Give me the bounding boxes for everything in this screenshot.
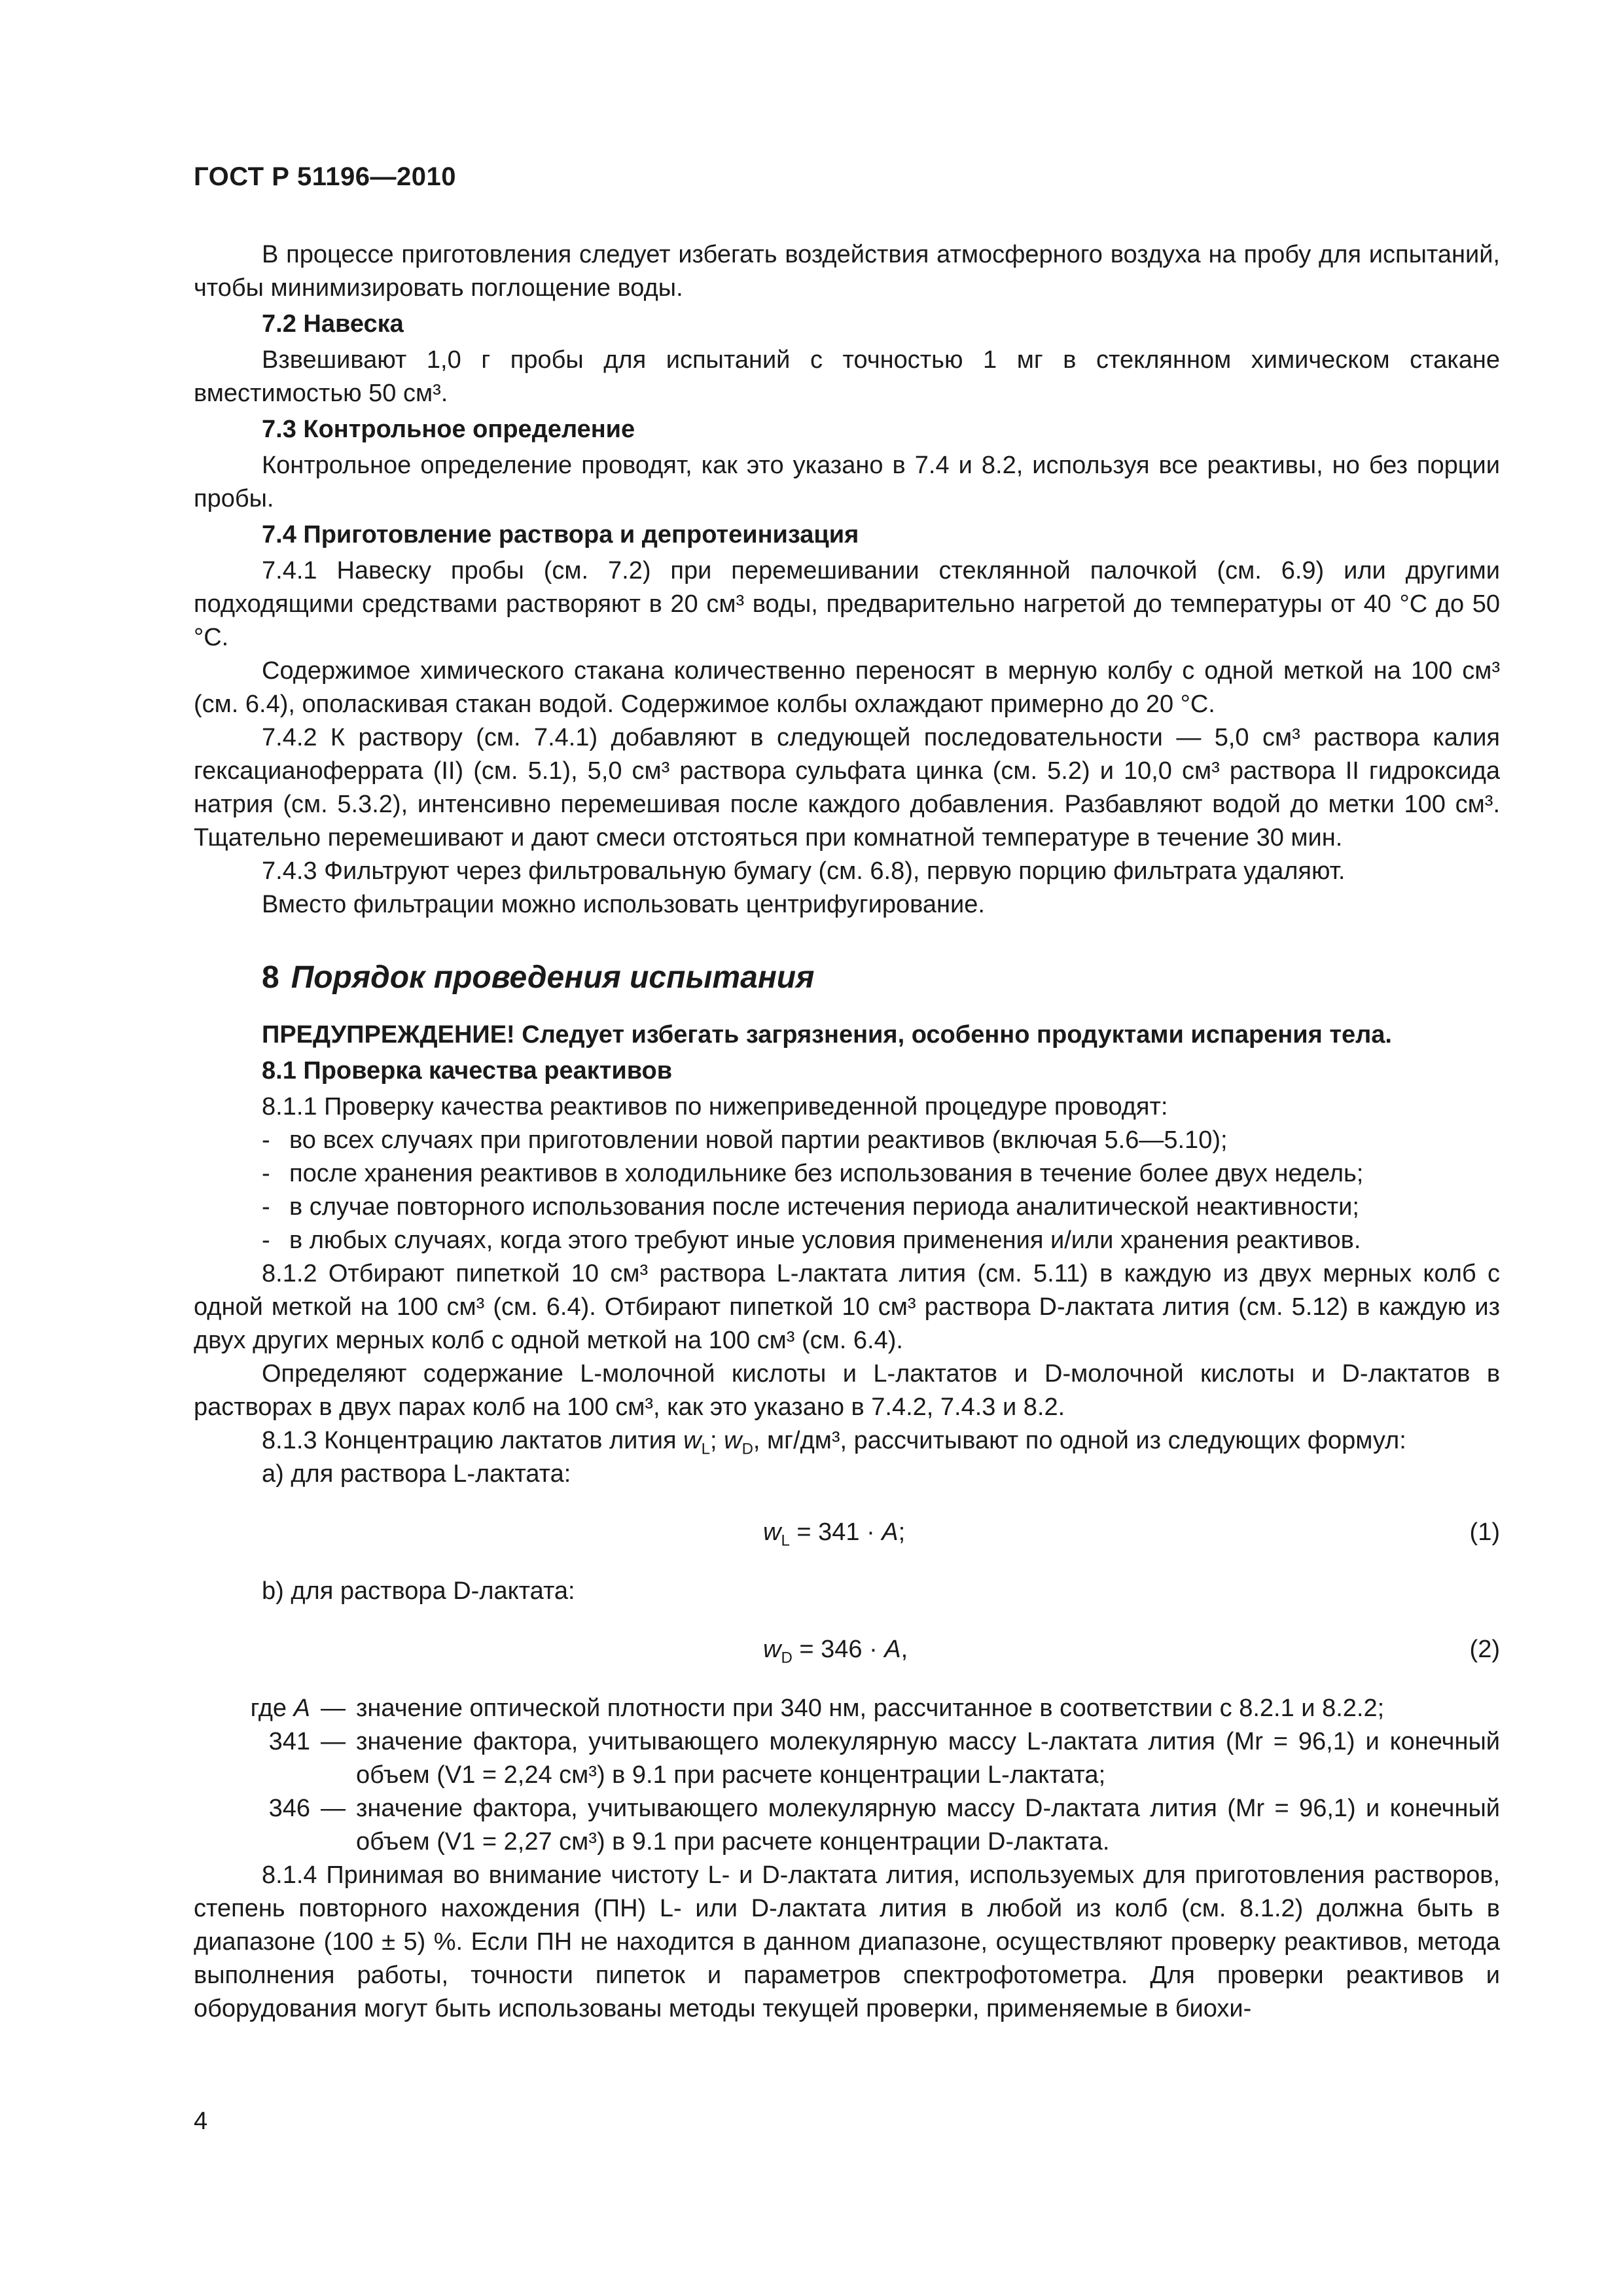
where-symbol-a: A (293, 1695, 310, 1722)
paragraph-7-3: Контрольное определение проводят, как это указано в 7.4 и 8.2, используя все реактивы, но без порции пробы. (194, 452, 1500, 512)
list-dash: - (262, 1160, 270, 1187)
symbol-w: w (683, 1427, 702, 1454)
where-dash: — (321, 1728, 346, 1755)
formula-var: w (763, 1518, 781, 1546)
item-b: b) для раствора D-лактата: (262, 1577, 575, 1605)
page-number: 4 (194, 2108, 208, 2135)
list-item-text: после хранения реактивов в холодильнике без использования в течение более двух недель; (289, 1160, 1364, 1187)
where-definition-a (194, 1692, 1500, 1725)
where-prefix: где (250, 1695, 294, 1722)
paragraph-7-4-1: 7.4.1 Навеску пробы (см. 7.2) при перемешивании стеклянной палочкой (см. 6.9) или другими подходящими средствами растворяют в 20 см³ воды, предварительно нагретой до температуры от 40 °С до 50 °С. (194, 557, 1500, 651)
where-definition-text: значение фактора, учитывающего молекулярную массу L-лактата лития (Mr = 96,1) и конечный объем (V1 = 2,24 см³) в 9.1 при расчете концентрации L-лактата; (356, 1728, 1500, 1789)
where-definition-text: значение оптической плотности при 340 нм, рассчитанное в соответствии с 8.2.1 и 8.2.2; (356, 1695, 1385, 1722)
formula-rhs: = 346 · (792, 1636, 885, 1663)
formula-end: ; (898, 1518, 906, 1546)
paragraph-7-4-2: 7.4.2 К раствору (см. 7.4.1) добавляют в следующей последовательности — 5,0 см³ раствора калия гексацианоферрата (II) (см. 5.1), 5,0 см³ раствора сульфата цинка (см. 5.2) и 10,0 см³ раствора II гидроксида натрия (см. 5.3.2), интенсивно перемешивая после каждого добавления. Разбавляют водой до метки 100 см³. Тщательно перемешивают и дают смеси отстояться при комнатной температуре в течение 30 мин. (194, 724, 1500, 852)
formula-arg: A (884, 1636, 901, 1663)
section-8-number: 8 (262, 960, 279, 995)
paragraph-7-4-3b: Вместо фильтрации можно использовать центрифугирование. (262, 891, 985, 918)
heading-8-1: 8.1 Проверка качества реактивов (262, 1057, 673, 1085)
list-item (194, 1157, 1500, 1191)
paragraph-8-1-1: 8.1.1 Проверку качества реактивов по нижеприведенной процедуре проводят: (262, 1093, 1168, 1121)
symbol-w: w (724, 1427, 742, 1454)
list-dash: - (262, 1193, 270, 1221)
list-item (194, 1191, 1500, 1224)
list-item (194, 1124, 1500, 1157)
paragraph-7-4-1b: Содержимое химического стакана количественно переносят в мерную колбу с одной меткой на 100 см³ (см. 6.4), ополаскивая стакан водой. Содержимое колбы охлаждают примерно до 20 °С. (194, 657, 1500, 718)
text-run: ; (709, 1427, 724, 1454)
where-symbol: 346 (268, 1795, 310, 1822)
heading-7-4: 7.4 Приготовление раствора и депротеинизация (262, 521, 859, 548)
paragraph-7-4-3: 7.4.3 Фильтруют через фильтровальную бумагу (см. 6.8), первую порцию фильтрата удаляют. (262, 857, 1346, 885)
paragraph-8-1-4: 8.1.4 Принимая во внимание чистоту L- и D-лактата лития, используемых для приготовления растворов, степень повторного нахождения (ПН) L- или D-лактата лития в любой из колб (см. 8.1.2) должна быть в диапазоне (100 ± 5) %. Если ПН не находится в данном диапазоне, осуществляют проверку реактивов, метода выполнения работы, точности пипеток и параметров спектрофотометра. Для проверки реактивов и оборудования могут быть использованы методы текущей проверки, применяемые в биохи- (194, 1861, 1500, 2022)
formula-var: w (763, 1636, 781, 1663)
warning-text: ПРЕДУПРЕЖДЕНИЕ! Следует избегать загрязнения, особенно продуктами испарения тела. (262, 1021, 1392, 1049)
where-definition-text: значение фактора, учитывающего молекулярную массу D-лактата лития (Mr = 96,1) и конечный объем (V1 = 2,27 см³) в 9.1 при расчете концентрации D-лактата. (356, 1795, 1500, 1856)
document-body (194, 238, 1500, 2026)
formula-1 (194, 1511, 1500, 1555)
where-symbol (194, 1692, 310, 1725)
heading-7-3: 7.3 Контрольное определение (262, 416, 635, 443)
text-run: , мг/дм³, рассчитывают по одной из следующих формул: (753, 1427, 1406, 1454)
list-item-text: в случае повторного использования после истечения периода аналитической неактивности; (289, 1193, 1359, 1221)
section-8-title: Порядок проведения испытания (291, 960, 815, 995)
list-item-text: во всех случаях при приготовлении новой партии реактивов (включая 5.6—5.10); (289, 1126, 1228, 1154)
formula-2 (194, 1628, 1500, 1672)
subscript-l: L (701, 1440, 710, 1458)
formula-arg: A (882, 1518, 899, 1546)
where-symbol: 341 (268, 1728, 310, 1755)
text-run: 8.1.3 Концентрацию лактатов лития (262, 1427, 684, 1454)
paragraph-8-1-2b: Определяют содержание L-молочной кислоты и L-лактатов и D-молочной кислоты и D-лактатов в растворах в двух парах колб на 100 см³, как это указано в 7.4.2, 7.4.3 и 8.2. (194, 1360, 1501, 1421)
formula-end: , (901, 1636, 908, 1663)
formula-sub: D (781, 1649, 793, 1667)
where-dash: — (321, 1695, 346, 1722)
list-dash: - (262, 1126, 270, 1154)
formula-rhs: = 341 · (789, 1518, 882, 1546)
formula-1-number: (1) (1469, 1518, 1500, 1546)
where-definition-341 (194, 1725, 1500, 1792)
paragraph-8-1-2: 8.1.2 Отбирают пипеткой 10 см³ раствора L-лактата лития (см. 5.11) в каждую из двух мерных колб с одной меткой на 100 см³ (см. 6.4). Отбирают пипеткой 10 см³ раствора D-лактата лития (см. 5.12) в каждую из двух других мерных колб с одной меткой на 100 см³ (см. 6.4). (194, 1260, 1500, 1354)
subscript-d: D (741, 1440, 753, 1458)
item-a: а) для раствора L-лактата: (262, 1460, 571, 1488)
document-header: ГОСТ Р 51196—2010 (194, 162, 456, 191)
list-item (194, 1224, 1500, 1257)
list-dash: - (262, 1227, 270, 1254)
where-definition-346 (194, 1792, 1500, 1859)
heading-7-2: 7.2 Навеска (262, 310, 404, 338)
where-dash: — (321, 1795, 346, 1822)
paragraph-7-2: Взвешивают 1,0 г пробы для испытаний с точностью 1 мг в стеклянном химическом стакане вместимостью 50 см³. (194, 346, 1500, 407)
section-8-heading (194, 958, 1500, 997)
list-item-text: в любых случаях, когда этого требуют иные условия применения и/или хранения реактивов. (289, 1227, 1361, 1254)
formula-sub: L (781, 1532, 790, 1550)
paragraph-8-1-3 (194, 1424, 1500, 1458)
formula-2-expression (763, 1633, 908, 1666)
formula-2-number: (2) (1469, 1636, 1500, 1663)
paragraph-intro: В процессе приготовления следует избегать воздействия атмосферного воздуха на пробу для испытаний, чтобы минимизировать поглощение воды. (194, 241, 1500, 302)
formula-1-expression (763, 1516, 905, 1549)
